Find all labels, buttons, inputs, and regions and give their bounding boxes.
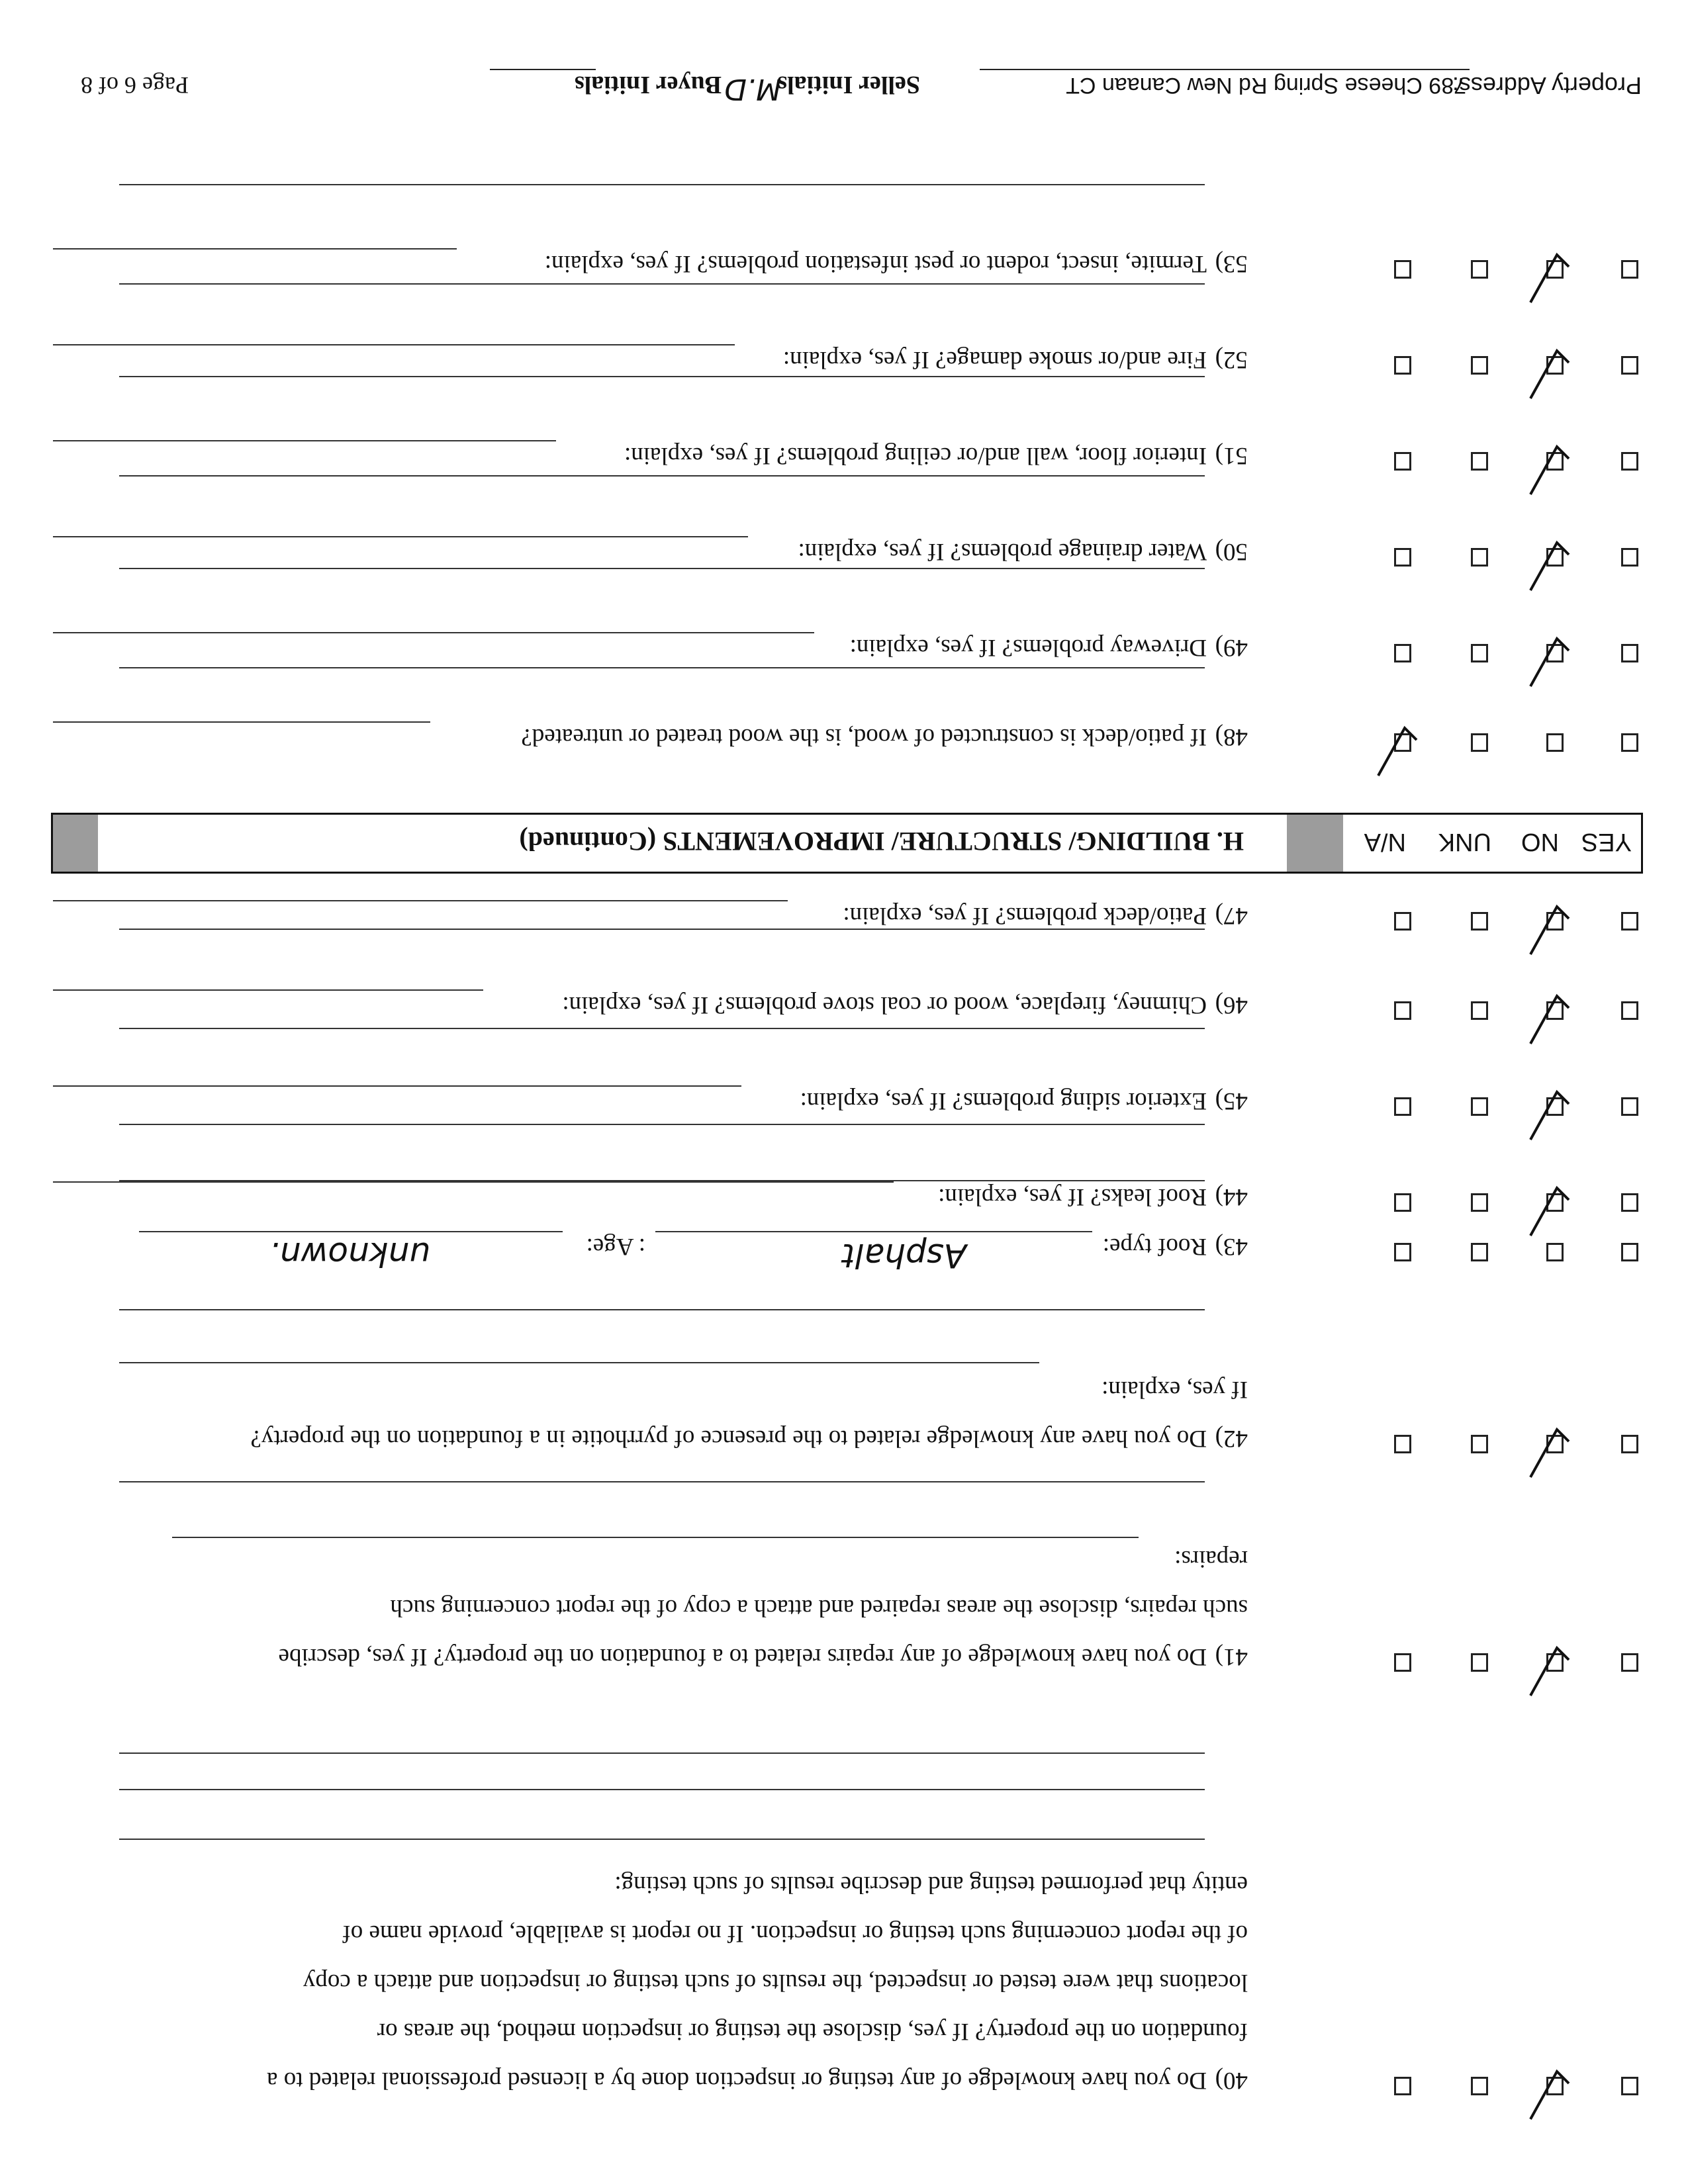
checkbox-no[interactable] (1546, 733, 1564, 752)
question-48-text (56, 712, 1248, 761)
checkbox-na[interactable] (1394, 356, 1411, 375)
checkbox-na[interactable] (1394, 912, 1411, 931)
question-40-text (56, 1860, 1248, 2105)
checkbox-na[interactable] (1394, 644, 1411, 662)
checkbox-na[interactable] (1394, 548, 1411, 567)
col-yes: YES (1581, 828, 1632, 856)
question-43-text (56, 1222, 1248, 1271)
checkbox-yes[interactable] (1621, 1001, 1638, 1020)
answer-line[interactable] (53, 536, 748, 537)
answer-line[interactable] (53, 721, 430, 723)
seller-initials-label: Seller Initials (777, 71, 920, 99)
question-number: 46) (1215, 991, 1248, 1019)
property-address-label: Property Address: (1452, 72, 1642, 99)
checkbox-unk[interactable] (1471, 733, 1488, 752)
checkbox-no[interactable] (1546, 1435, 1564, 1453)
checkbox-na[interactable] (1394, 2077, 1411, 2095)
checkbox-unk[interactable] (1471, 1097, 1488, 1116)
question-body: Patio/deck problems? If yes, explain: (843, 902, 1207, 929)
col-na: N/A (1364, 828, 1406, 856)
checkbox-yes[interactable] (1621, 912, 1638, 931)
checkbox-no[interactable] (1546, 2077, 1564, 2095)
question-number: 42) (1215, 1425, 1248, 1452)
seller-initials-value: M.D (724, 72, 781, 106)
question-48 (0, 715, 1688, 761)
question-number: 51) (1215, 442, 1248, 469)
header-grey-cell (1287, 815, 1343, 872)
checkbox-na[interactable] (1394, 1001, 1411, 1020)
answer-line[interactable] (119, 929, 1205, 930)
question-47-text (56, 891, 1248, 940)
checkbox-unk[interactable] (1471, 1653, 1488, 1672)
checkbox-na[interactable] (1394, 1243, 1411, 1261)
buyer-initials-label: Buyer Initials (574, 71, 722, 99)
answer-line[interactable] (119, 1839, 1205, 1840)
answer-line[interactable] (119, 1309, 1205, 1310)
checkbox-no[interactable] (1546, 1001, 1564, 1020)
col-no: NO (1521, 828, 1559, 856)
checkbox-yes[interactable] (1621, 1193, 1638, 1212)
checkbox-no[interactable] (1546, 1193, 1564, 1212)
question-42-text (56, 1365, 1248, 1463)
roof-type-handwritten: Asphalt (842, 1236, 966, 1275)
checkbox-yes[interactable] (1621, 1653, 1638, 1672)
checkbox-na[interactable] (1394, 1653, 1411, 1672)
checkbox-yes[interactable] (1621, 1243, 1638, 1261)
checkbox-yes[interactable] (1621, 548, 1638, 567)
answer-line[interactable] (53, 248, 457, 250)
question-53 (0, 242, 1688, 288)
question-body: Driveway problems? If yes, explain: (849, 634, 1207, 661)
question-45 (0, 1079, 1688, 1125)
checkbox-no[interactable] (1546, 1653, 1564, 1672)
question-40 (0, 1827, 1688, 2105)
question-46 (0, 983, 1688, 1029)
checkbox-yes[interactable] (1621, 452, 1638, 471)
checkbox-unk[interactable] (1471, 912, 1488, 931)
checkbox-unk[interactable] (1471, 2077, 1488, 2095)
question-51-text (56, 431, 1248, 480)
question-body: If patio/deck is constructed of wood, is the wood treated or untreated? (521, 723, 1207, 751)
answer-line[interactable] (119, 667, 1205, 668)
checkbox-yes[interactable] (1621, 356, 1638, 375)
question-body: Do you have knowledge of any testing or inspection done by a licensed professional related to a foundation on the property? If yes, disclose the testing or inspection method, the areas or locations that were tested or inspected, the results of such testing or inspection and attach a copy of the report concerning such testing or inspection. If no report is available, provide name of entity that performed testing and describe results of such testing: (267, 1871, 1248, 2094)
answer-line[interactable] (53, 440, 556, 441)
question-number: 41) (1215, 1643, 1248, 1670)
answer-line[interactable] (119, 283, 1205, 285)
checkbox-na[interactable] (1394, 1435, 1411, 1453)
answer-line[interactable] (53, 1181, 894, 1183)
question-45-text (56, 1076, 1248, 1125)
question-number: 52) (1215, 346, 1248, 373)
property-address-value: 789 Cheese Spring Rd New Canaan CT (1066, 73, 1466, 98)
answer-line[interactable] (119, 1180, 1205, 1181)
checkbox-unk[interactable] (1471, 1193, 1488, 1212)
question-41 (0, 1482, 1688, 1681)
answer-line[interactable] (53, 344, 735, 345)
checkbox-no[interactable] (1546, 356, 1564, 375)
answer-line[interactable] (119, 475, 1205, 477)
answer-line[interactable] (172, 1537, 1139, 1538)
section-title: H. BUILDING/ STRUCTURE/ IMPROVEMENTS (Continued) (519, 827, 1244, 856)
header-grey-end (53, 815, 98, 872)
question-body: Termite, insect, rodent or pest infestation problems? If yes, explain: (544, 250, 1207, 277)
answer-line[interactable] (53, 1085, 741, 1087)
answer-line[interactable] (119, 376, 1205, 377)
age-handwritten: unknown. (269, 1235, 430, 1273)
checkbox-yes[interactable] (1621, 260, 1638, 279)
checkbox-no[interactable] (1546, 644, 1564, 662)
checkbox-no[interactable] (1546, 1243, 1564, 1261)
question-number: 53) (1215, 250, 1248, 277)
checkbox-unk[interactable] (1471, 1435, 1488, 1453)
col-unk: UNK (1438, 828, 1491, 856)
property-address-line (980, 69, 1470, 70)
checkbox-yes[interactable] (1621, 733, 1638, 752)
answer-line[interactable] (119, 1124, 1205, 1125)
question-body: Fire and/or smoke damage? If yes, explain: (782, 346, 1207, 373)
buyer-initials-line[interactable] (490, 69, 596, 70)
question-body: Interior floor, wall and/or ceiling problems? If yes, explain: (624, 442, 1207, 469)
answer-line[interactable] (119, 1481, 1205, 1482)
question-number: 49) (1215, 634, 1248, 661)
answer-line[interactable] (53, 632, 814, 633)
question-47 (0, 893, 1688, 940)
checkbox-na[interactable] (1394, 260, 1411, 279)
age-label: : Age: (586, 1233, 645, 1260)
answer-line[interactable] (119, 1789, 1205, 1790)
checkbox-unk[interactable] (1471, 548, 1488, 567)
question-51 (0, 433, 1688, 480)
checkbox-yes[interactable] (1621, 2077, 1638, 2095)
section-header-bar (51, 813, 1643, 874)
question-number: 43) (1215, 1233, 1248, 1260)
checkbox-na[interactable] (1394, 452, 1411, 471)
answer-line[interactable] (119, 184, 1205, 185)
checkbox-na[interactable] (1394, 1097, 1411, 1116)
checkbox-no[interactable] (1546, 452, 1564, 471)
checkbox-unk[interactable] (1471, 644, 1488, 662)
question-49-text (56, 623, 1248, 672)
checkbox-unk[interactable] (1471, 1243, 1488, 1261)
question-body: Chimney, fireplace, wood or coal stove problems? If yes, explain: (562, 991, 1207, 1019)
checkbox-na[interactable] (1394, 1193, 1411, 1212)
question-number: 50) (1215, 538, 1248, 565)
answer-line[interactable] (119, 1752, 1205, 1754)
checkbox-no[interactable] (1546, 1097, 1564, 1116)
question-number: 40) (1215, 2067, 1248, 2094)
age-line[interactable] (139, 1231, 563, 1232)
question-number: 48) (1215, 723, 1248, 751)
checkbox-unk[interactable] (1471, 1001, 1488, 1020)
question-number: 47) (1215, 902, 1248, 929)
checkbox-unk[interactable] (1471, 260, 1488, 279)
question-43 (0, 1224, 1688, 1275)
answer-line[interactable] (53, 989, 483, 991)
checkbox-no[interactable] (1546, 260, 1564, 279)
question-44 (0, 1175, 1688, 1221)
page-number: Page 6 of 8 (81, 72, 189, 99)
answer-line[interactable] (119, 568, 1205, 569)
question-number: 44) (1215, 1183, 1248, 1210)
answer-line[interactable] (119, 1362, 1039, 1363)
question-46-text (56, 980, 1248, 1029)
checkbox-no[interactable] (1546, 912, 1564, 931)
checkbox-yes[interactable] (1621, 1435, 1638, 1453)
checkbox-na[interactable] (1394, 733, 1411, 752)
question-body: Water drainage problems? If yes, explain: (798, 538, 1207, 565)
question-41-text (56, 1534, 1248, 1681)
roof-type-line[interactable] (655, 1231, 1092, 1232)
question-body: Exterior siding problems? If yes, explain: (800, 1087, 1207, 1115)
question-body: Do you have knowledge of any repairs related to a foundation on the property? If yes, describe such repairs, disclose the areas repaired and attach a copy of the report concerning such repairs: (278, 1545, 1248, 1670)
page-footer (53, 66, 1642, 106)
checkbox-yes[interactable] (1621, 1097, 1638, 1116)
answer-column-headers (1343, 815, 1641, 872)
question-body: Roof type: (1102, 1233, 1207, 1260)
question-49 (0, 625, 1688, 672)
question-number: 45) (1215, 1087, 1248, 1115)
checkbox-no[interactable] (1546, 548, 1564, 567)
question-body: Do you have any knowledge related to the presence of pyrrhotite in a foundation on the property? If yes, explain: (250, 1376, 1248, 1452)
question-42 (0, 1291, 1688, 1463)
checkbox-unk[interactable] (1471, 452, 1488, 471)
question-body: Roof leaks? If yes, explain: (938, 1183, 1207, 1210)
checkbox-unk[interactable] (1471, 356, 1488, 375)
answer-line[interactable] (119, 1028, 1205, 1029)
question-53-text (56, 239, 1248, 288)
checkbox-yes[interactable] (1621, 644, 1638, 662)
answer-line[interactable] (53, 900, 788, 901)
